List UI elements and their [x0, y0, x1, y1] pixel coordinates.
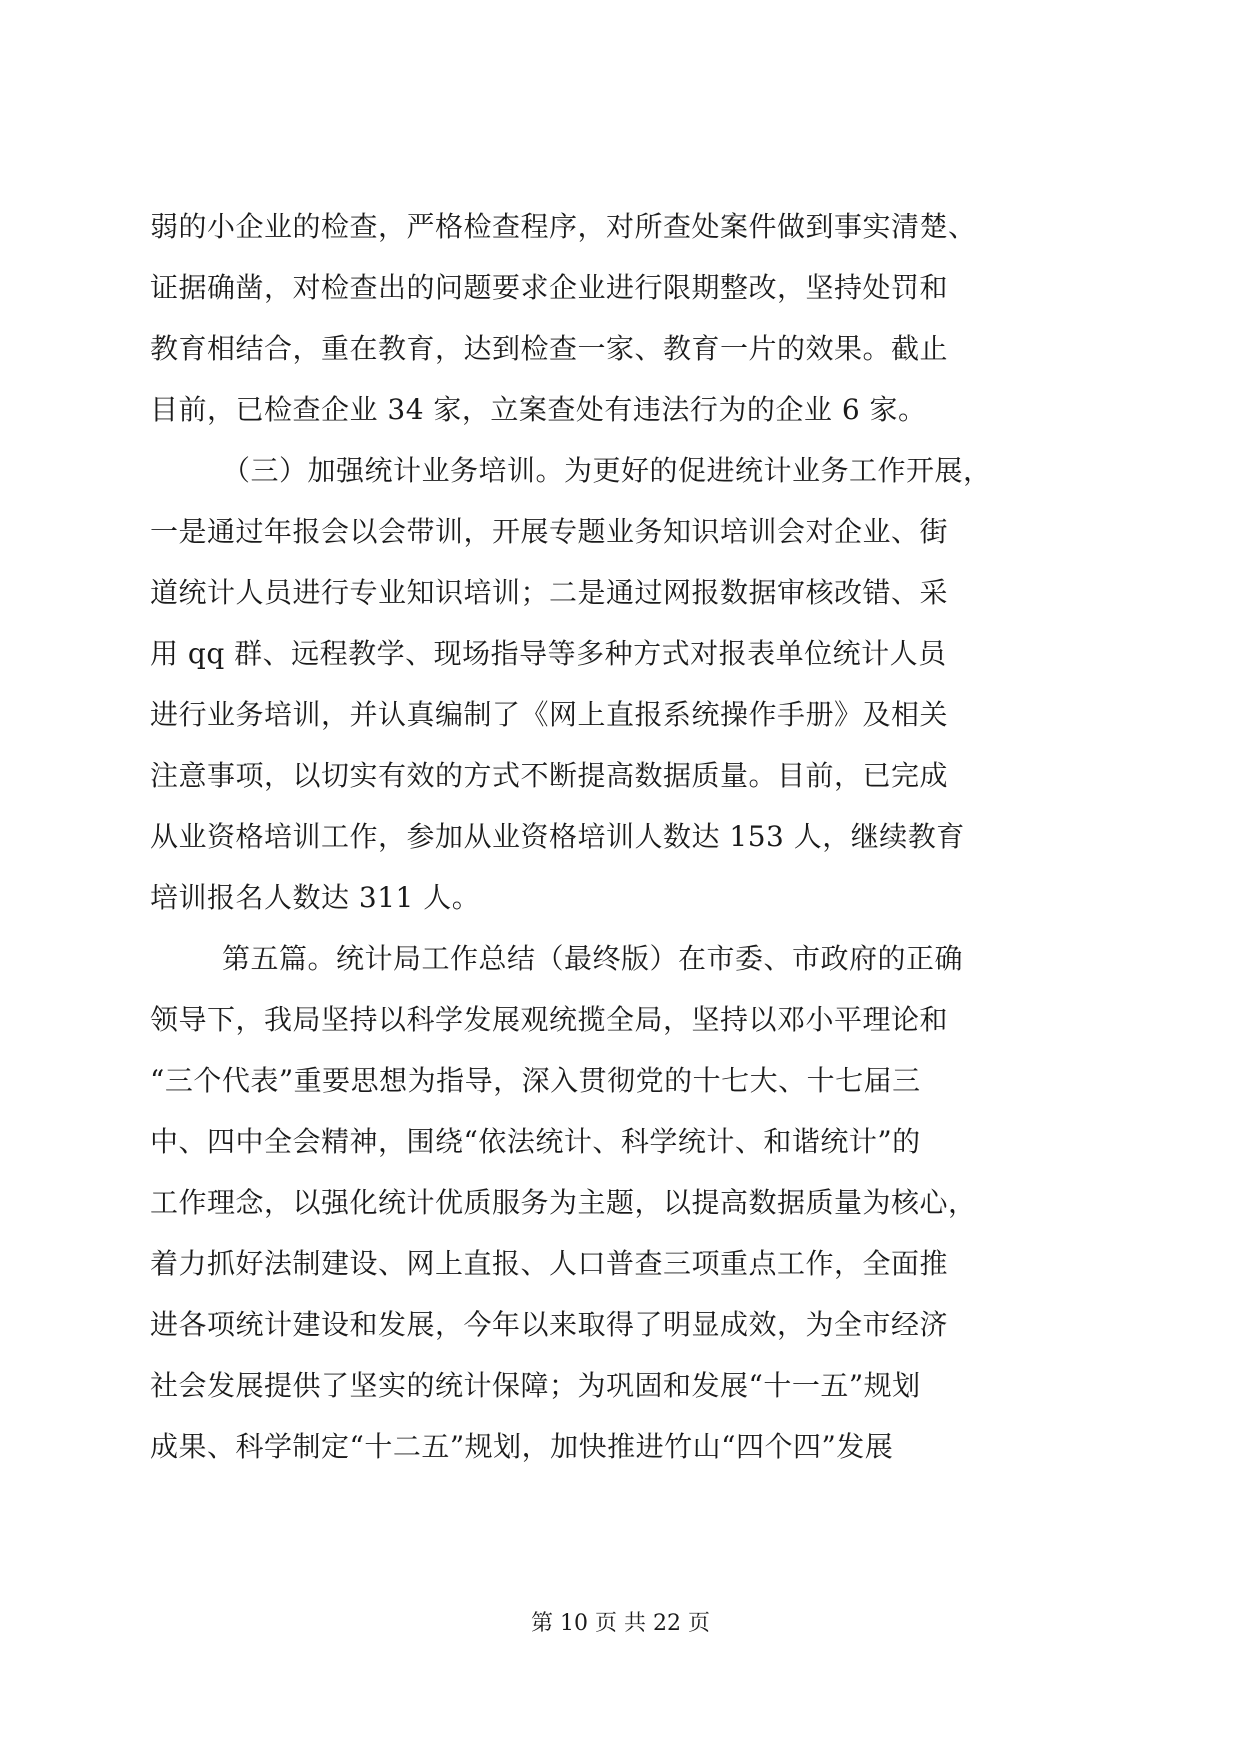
text-line: 注意事项，以切实有效的方式不断提高数据质量。目前，已完成 — [150, 759, 949, 792]
text-line: 领导下，我局坚持以科学发展观统揽全局，坚持以邓小平理论和 — [150, 1003, 949, 1036]
text-line: 从业资格培训工作，参加从业资格培训人数达 153 人，继续教育 — [150, 820, 965, 853]
text-line: 道统计人员进行专业知识培训；二是通过网报数据审核改错、采 — [150, 576, 949, 609]
text-line: 证据确凿，对检查出的问题要求企业进行限期整改，坚持处罚和 — [150, 271, 949, 304]
text-line: 一是通过年报会以会带训，开展专题业务知识培训会对企业、街 — [150, 515, 949, 548]
text-line: 进行业务培训，并认真编制了《网上直报系统操作手册》及相关 — [150, 698, 949, 731]
text-line: 成果、科学制定“十二五”规划，加快推进竹山“四个四”发展 — [150, 1430, 894, 1463]
page-number-footer: 第 10 页 共 22 页 — [531, 1611, 710, 1636]
text-line: 用 qq 群、远程教学、现场指导等多种方式对报表单位统计人员 — [150, 637, 947, 670]
text-line: 着力抓好法制建设、网上直报、人口普查三项重点工作，全面推 — [150, 1247, 949, 1280]
text-line: 弱的小企业的检查，严格检查程序，对所查处案件做到事实清楚、 — [150, 210, 977, 243]
text-line: 工作理念，以强化统计优质服务为主题，以提高数据质量为核心， — [150, 1186, 977, 1219]
text-line: 培训报名人数达 311 人。 — [150, 881, 481, 914]
paragraph-chapter-five — [150, 928, 1088, 1477]
text-line: 目前，已检查企业 34 家，立案查处有违法行为的企业 6 家。 — [150, 393, 927, 426]
document-body — [150, 196, 1088, 1477]
paragraph-continuation — [150, 196, 1088, 440]
text-line: 社会发展提供了坚实的统计保障；为巩固和发展“十一五”规划 — [150, 1369, 921, 1402]
text-line: 教育相结合，重在教育，达到检查一家、教育一片的效果。截止 — [150, 332, 949, 365]
text-line: “三个代表”重要思想为指导，深入贯彻党的十七大、十七届三 — [150, 1064, 921, 1097]
text-line: （三）加强统计业务培训。为更好的促进统计业务工作开展， — [222, 454, 992, 487]
text-line: 进各项统计建设和发展，今年以来取得了明显成效，为全市经济 — [150, 1308, 949, 1341]
text-line: 第五篇。统计局工作总结（最终版）在市委、市政府的正确 — [222, 942, 964, 975]
paragraph-training — [150, 440, 1088, 928]
text-line: 中、四中全会精神，围绕“依法统计、科学统计、和谐统计”的 — [150, 1125, 921, 1158]
